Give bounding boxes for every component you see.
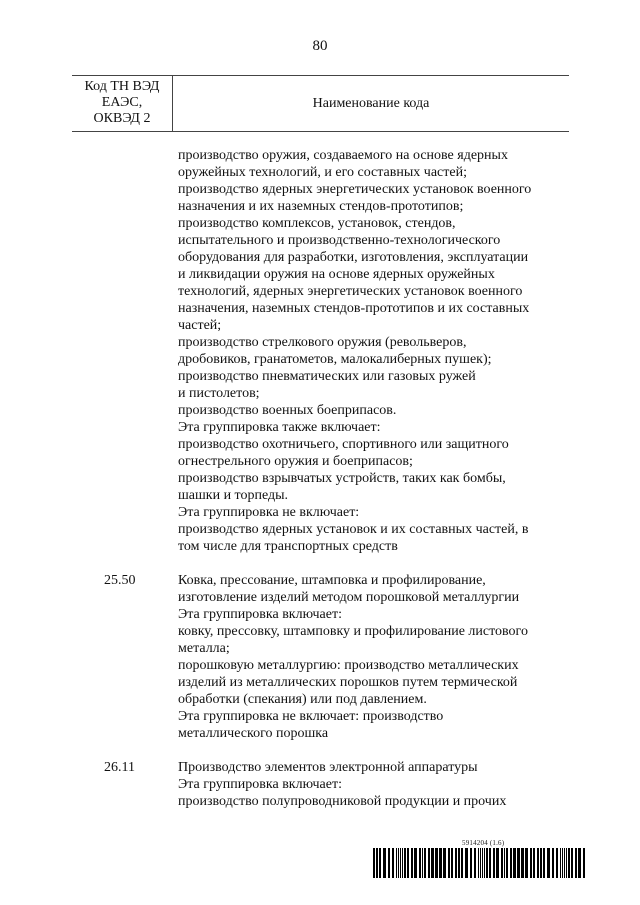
description-line: дробовиков, гранатометов, малокалиберных пушек); (178, 352, 492, 367)
header-name-column: Наименование кода (312, 95, 430, 111)
barcode-bar (564, 848, 565, 878)
description-line: Эта группировка включает: (178, 607, 342, 622)
barcode-bar (540, 848, 542, 878)
barcode-bar (517, 848, 520, 878)
page-number: 80 (312, 38, 328, 54)
barcode-bar (448, 848, 450, 878)
description-line: назначения, наземных стендов-прототипов и их составных (178, 301, 530, 316)
barcode-bar (583, 848, 585, 878)
description-line: технологий, ядерных энергетических установок военного (178, 284, 523, 299)
barcode-bar (458, 848, 460, 878)
description-line: производство комплексов, установок, стендов, (178, 216, 456, 231)
description-line: ковку, прессовку, штамповку и профилирование листового (178, 624, 528, 639)
barcode-bar (398, 848, 399, 878)
header-code-line: ОКВЭД 2 (93, 111, 151, 126)
header-code-column (72, 79, 172, 127)
description-line: Производство элементов электронной аппаратуры (178, 760, 478, 775)
barcode-bar (455, 848, 457, 878)
barcode-bar (402, 848, 403, 878)
description-line: производство военных боеприпасов. (178, 403, 397, 418)
barcode-bar (400, 848, 401, 878)
description-line: производство пневматических или газовых ружей (178, 369, 476, 384)
barcode-bar (543, 848, 545, 878)
barcode-bar (566, 848, 567, 878)
barcode-bar (419, 848, 421, 878)
barcode-bar (482, 848, 483, 878)
barcode-bar (556, 848, 558, 878)
description-line: оружейных технологий, и его составных частей; (178, 165, 467, 180)
barcode-bar (422, 848, 423, 878)
barcode-bar (428, 848, 430, 878)
description-line: производство полупроводниковой продукции и прочих (178, 794, 507, 809)
barcode-bar (578, 848, 581, 878)
description-line: Эта группировка включает: (178, 777, 342, 792)
barcode-bar (552, 848, 554, 878)
barcode-bar (478, 848, 479, 878)
barcode (373, 848, 586, 878)
barcode-bar (501, 848, 503, 878)
description-line: Эта группировка не включает: производство (178, 709, 444, 724)
barcode-bar (533, 848, 535, 878)
barcode-bar (562, 848, 563, 878)
barcode-bar (373, 848, 375, 878)
entry-description (178, 759, 578, 810)
description-line: металлического порошка (178, 726, 329, 741)
barcode-bar (388, 848, 390, 878)
description-line: изделий из металлических порошков путем термической (178, 675, 518, 690)
barcode-bar (504, 848, 505, 878)
barcode-bar (431, 848, 434, 878)
description-line: изготовление изделий методом порошковой металлургии (178, 590, 520, 605)
description-line: шашки и торпеды. (178, 488, 289, 503)
barcode-bar (470, 848, 472, 878)
description-line: производство ядерных энергетических установок военного (178, 182, 532, 197)
header-code-line: ЕАЭС, (101, 95, 143, 110)
barcode-bar (404, 848, 406, 878)
barcode-bar (530, 848, 532, 878)
barcode-bar (496, 848, 499, 878)
barcode-bar (484, 848, 485, 878)
description-line: порошковую металлургию: производство металлических (178, 658, 519, 673)
description-line: назначения и их наземных стендов-прототипов; (178, 199, 464, 214)
barcode-bar (407, 848, 409, 878)
barcode-bar (547, 848, 550, 878)
description-line: Эта группировка также включает: (178, 420, 381, 435)
barcode-bar (396, 848, 397, 878)
description-line: огнестрельного оружия и боеприпасов; (178, 454, 413, 469)
barcode-bar (521, 848, 524, 878)
table-row (0, 147, 640, 555)
description-line: и пистолетов; (178, 386, 260, 401)
barcode-bar (451, 848, 453, 878)
description-line: производство оружия, создаваемого на основе ядерных (178, 148, 508, 163)
table-header (72, 75, 569, 132)
description-line: металла; (178, 641, 230, 656)
description-line: производство стрелкового оружия (револьверов, (178, 335, 467, 350)
barcode-bar (414, 848, 417, 878)
barcode-bar (506, 848, 508, 878)
barcode-bar (443, 848, 446, 878)
barcode-bar (435, 848, 438, 878)
barcode-bar (424, 848, 426, 878)
description-line: производство взрывчатых устройств, таких как бомбы, (178, 471, 506, 486)
entries-list (0, 147, 640, 810)
description-line: Ковка, прессование, штамповка и профилирование, (178, 573, 486, 588)
description-line: производство ядерных установок и их составных частей, в (178, 522, 529, 537)
barcode-bar (461, 848, 463, 878)
footer-document-code: 5914204 (1.6) (462, 839, 505, 847)
barcode-bar (568, 848, 570, 878)
description-line: испытательного и производственно-технологического (178, 233, 501, 248)
barcode-bar (379, 848, 381, 878)
barcode-bar (489, 848, 491, 878)
barcode-bar (525, 848, 528, 878)
barcode-bar (513, 848, 516, 878)
barcode-bar (376, 848, 378, 878)
entry-description (178, 147, 578, 555)
description-line: частей; (178, 318, 222, 333)
barcode-bar (439, 848, 442, 878)
barcode-bar (510, 848, 512, 878)
barcode-bar (474, 848, 476, 878)
table-row (0, 572, 640, 742)
barcode-bar (537, 848, 539, 878)
barcode-bar (480, 848, 481, 878)
entry-code: 25.50 (104, 573, 136, 588)
description-line: производство охотничьего, спортивного или защитного (178, 437, 509, 452)
description-line: том числе для транспортных средств (178, 539, 398, 554)
description-line: обработки (спекания) или под давлением. (178, 692, 427, 707)
barcode-bar (411, 848, 413, 878)
description-line: и ликвидации оружия на основе ядерных оружейных (178, 267, 495, 282)
barcode-bar (493, 848, 495, 878)
barcode-bar (560, 848, 561, 878)
header-code-line: Код ТН ВЭД (84, 79, 160, 94)
barcode-bar (383, 848, 386, 878)
barcode-bar (486, 848, 488, 878)
table-row (0, 759, 640, 810)
entry-description (178, 572, 578, 742)
entry-code: 26.11 (104, 760, 135, 775)
description-line: оборудования для разработки, изготовления, эксплуатации (178, 250, 529, 265)
description-line: Эта группировка не включает: (178, 505, 360, 520)
barcode-bar (571, 848, 573, 878)
barcode-bar (392, 848, 394, 878)
barcode-bar (575, 848, 577, 878)
barcode-bar (465, 848, 468, 878)
